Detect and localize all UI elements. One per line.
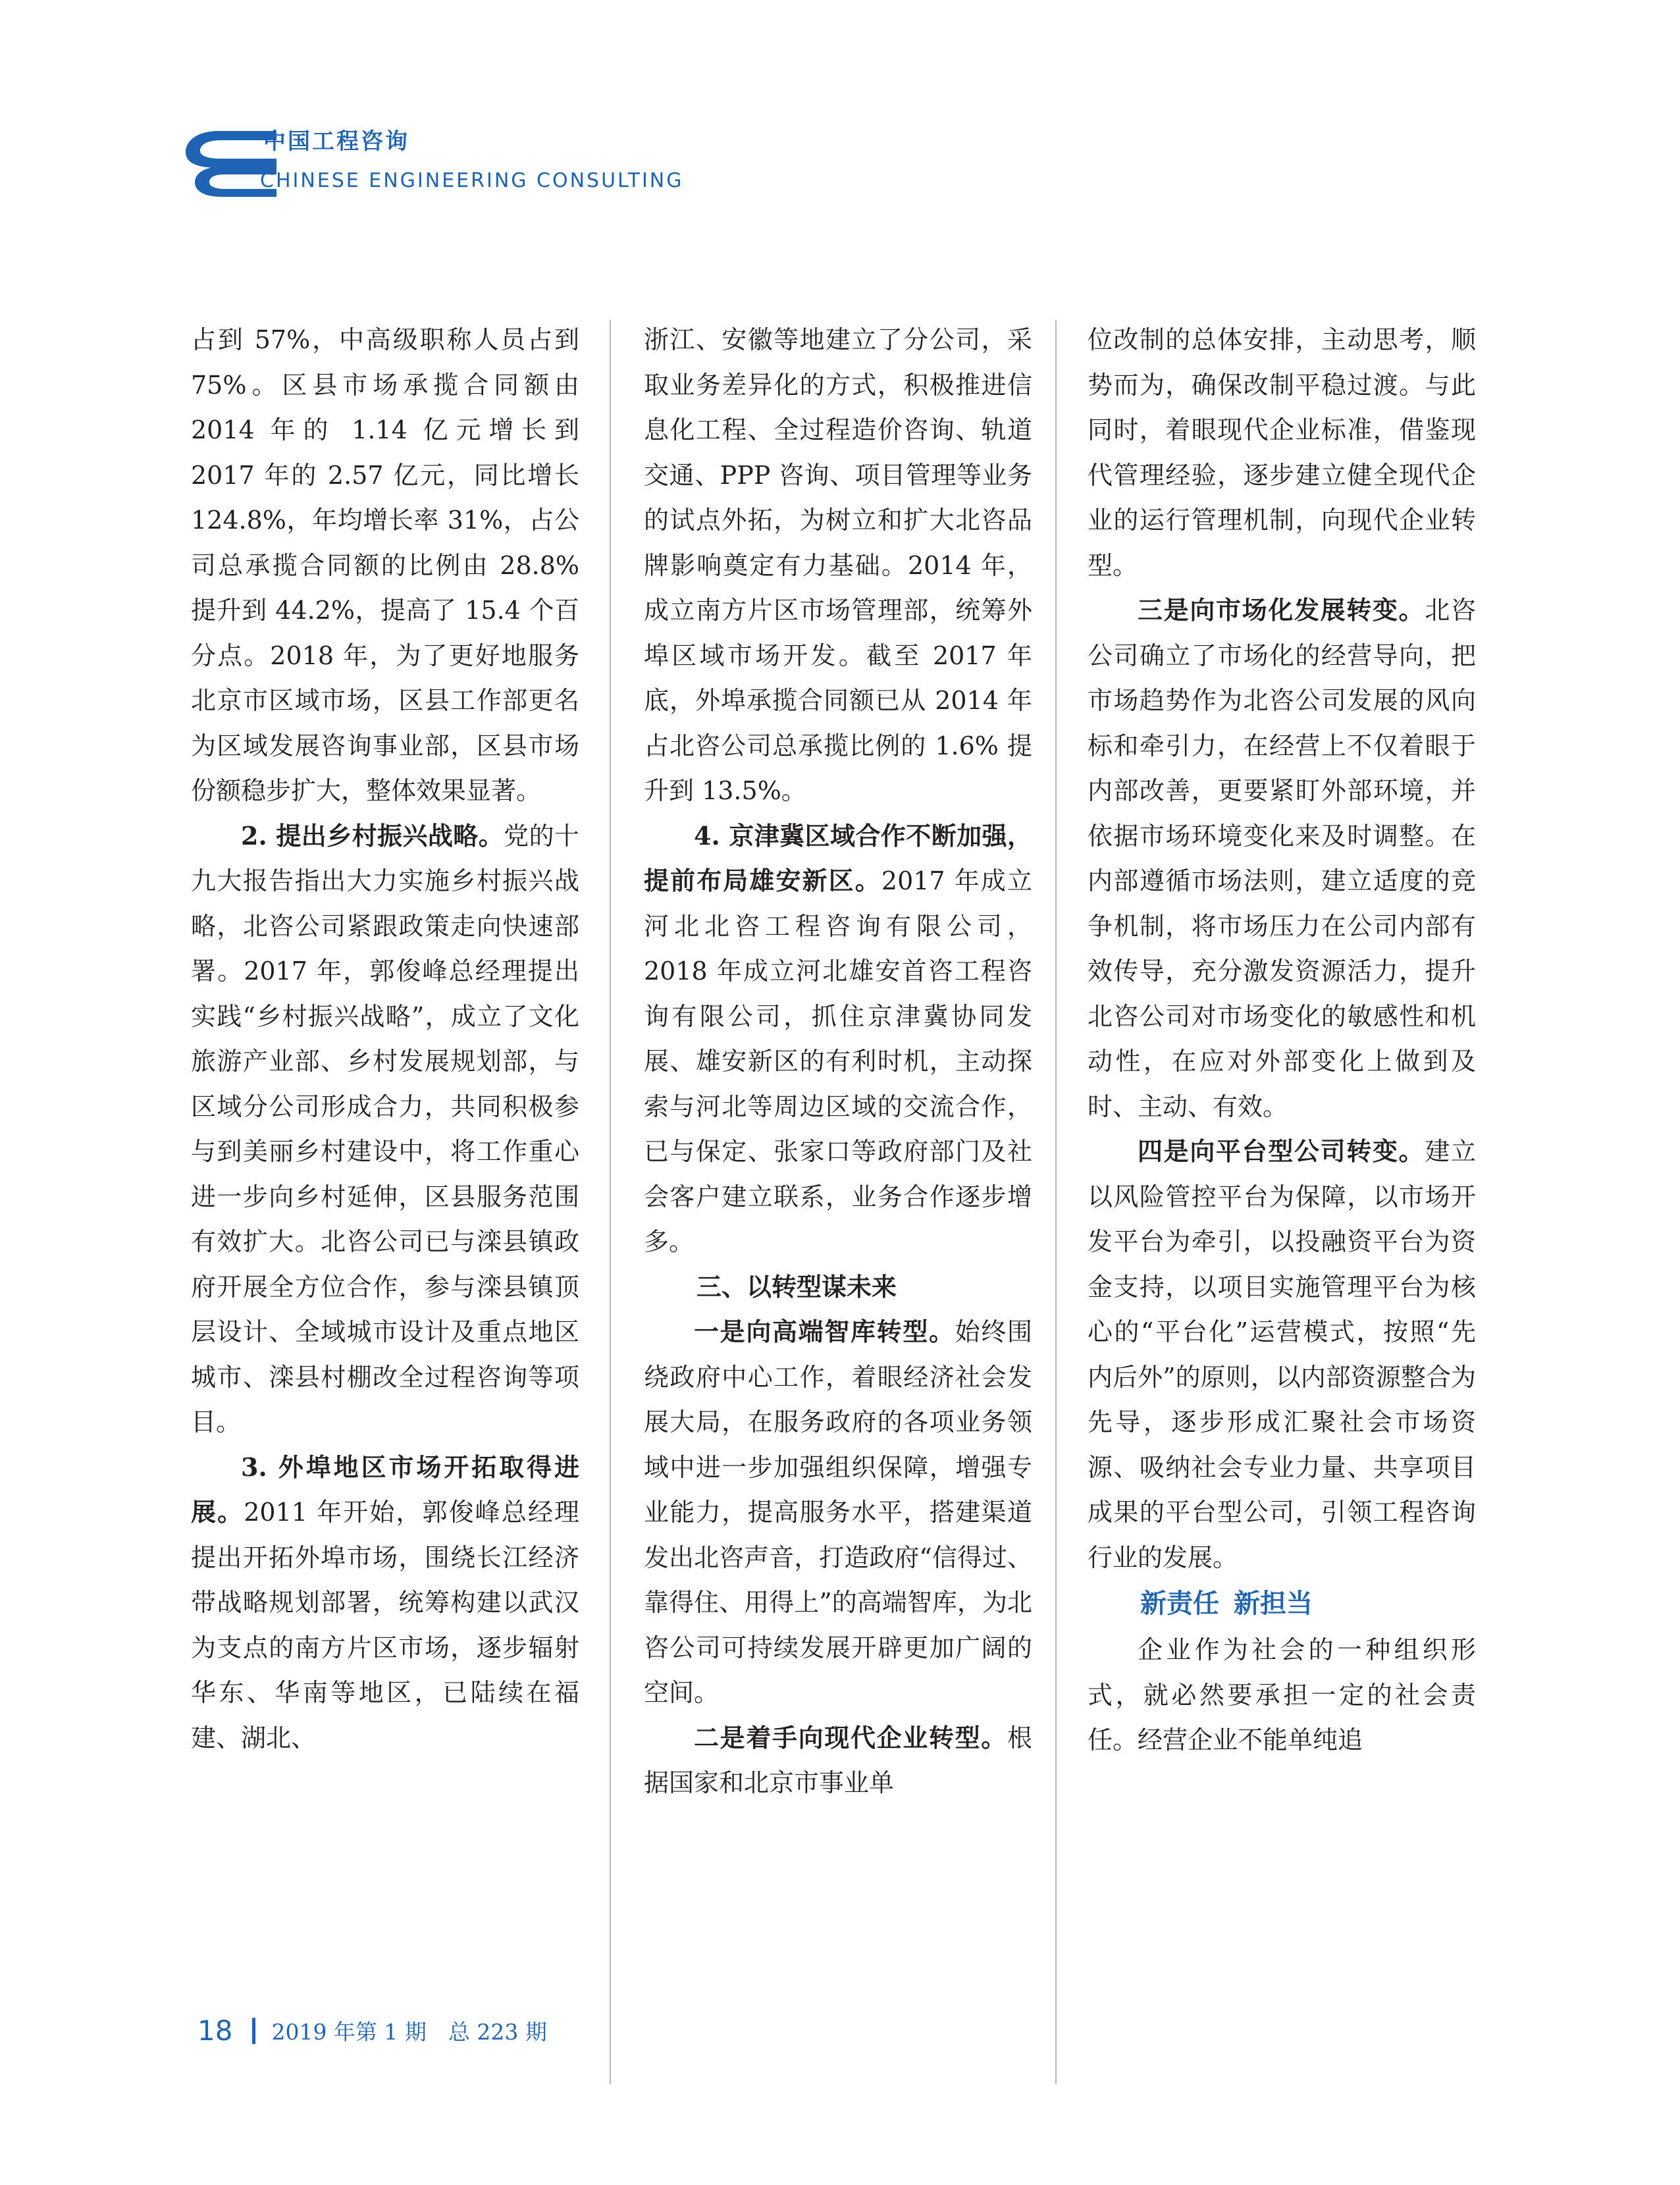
paragraph <box>644 1309 1032 1716</box>
article-column-2 <box>644 317 1032 1806</box>
paragraph-lead: 一是向高端智库转型。 <box>694 1317 955 1346</box>
column-divider <box>610 320 611 2084</box>
paragraph <box>191 317 579 814</box>
page-number: 18 <box>197 2014 233 2047</box>
paragraph <box>191 1445 579 1761</box>
footer-separator <box>252 2018 255 2044</box>
paragraph-text: 根据国家和北京市事业单 <box>644 1723 1032 1797</box>
magazine-title-en: CHINESE ENGINEERING CONSULTING <box>260 169 684 192</box>
paragraph <box>191 814 579 1445</box>
paragraph <box>1088 1129 1476 1580</box>
paragraph-text: 北咨公司确立了市场化的经营导向，把市场趋势作为北咨公司发展的风向标和牵引力，在经营上不仅着眼于内部改善，更要紧盯外部环境，并依据市场环境变化来及时调整。在内部遵循市场法则，建立适度的竞争机制，将市场压力在公司内部有效传导，充分激发资源活力，提升北咨公司对市场变化的敏感性和机动性，在应对外部变化上做到及时、主动、有效。 <box>1088 596 1476 1121</box>
paragraph <box>1088 1627 1476 1763</box>
paragraph <box>644 1716 1032 1806</box>
paragraph-lead: 二是着手向现代企业转型。 <box>694 1722 1007 1752</box>
magazine-header <box>184 115 777 207</box>
paragraph-text: 占到 57%，中高级职称人员占到 75%。区县市场承揽合同额由 2014 年的 1.14 亿元增长到 2017 年的 2.57 亿元，同比增长 124.8%，年均增长率 31%，占公司总承揽合同额的比例由 28.8% 提升到 44.2%，提高了 15.4 个百分点。2018 年，为了更好地服务北京市区域市场，区县工作部更名为区域发展咨询事业部，区县市场份额稳步扩大，整体效果显著。 <box>191 325 579 805</box>
paragraph <box>644 814 1032 1265</box>
paragraph-text: 党的十九大报告指出大力实施乡村振兴战略，北咨公司紧跟政策走向快速部署。2017 年，郭俊峰总经理提出实践“乡村振兴战略”，成立了文化旅游产业部、乡村发展规划部，与区域分公司形成合力，共同积极参与到美丽乡村建设中，将工作重心进一步向乡村延伸，区县服务范围有效扩大。北咨公司已与滦县镇政府开展全方位合作，参与滦县镇顶层设计、全域城市设计及重点地区城市、滦县村棚改全过程咨询等项目。 <box>191 821 579 1436</box>
paragraph-text: 企业作为社会的一种组织形式，就必然要承担一定的社会责任。经营企业不能单纯追 <box>1088 1635 1476 1754</box>
section-heading-part: 新责任 <box>1140 1589 1219 1619</box>
section-heading-part: 新担当 <box>1234 1589 1313 1619</box>
paragraph <box>1088 588 1476 1129</box>
paragraph <box>644 317 1032 814</box>
article-column-1 <box>191 317 579 1760</box>
paragraph-text: 位改制的总体安排，主动思考，顺势而为，确保改制平稳过渡。与此同时，着眼现代企业标准，借鉴现代管理经验，逐步建立健全现代企业的运行管理机制，向现代企业转型。 <box>1088 325 1476 580</box>
magazine-title-cn: 中国工程咨询 <box>263 128 409 155</box>
paragraph-lead: 4. 京津冀区域合作不断加强，提前布局雄安新区。 <box>644 820 1032 895</box>
paragraph-text: 2011 年开始，郭俊峰总经理提出开拓外埠市场，围绕长江经济带战略规划部署，统筹构建以武汉为支点的南方片区市场，逐步辐射华东、华南等地区，已陆续在福建、湖北、 <box>191 1498 579 1752</box>
paragraph-lead: 2. 提出乡村振兴战略。 <box>241 820 504 851</box>
section-heading <box>1088 1580 1476 1627</box>
subsection-heading: 三、以转型谋未来 <box>696 1272 897 1302</box>
issue-info: 2019 年第 1 期 总 223 期 <box>271 2019 547 2045</box>
paragraph-lead: 3. 外埠地区市场开拓取得进展。 <box>191 1452 579 1527</box>
article-column-3 <box>1088 317 1476 1763</box>
column-divider <box>1055 320 1057 2084</box>
paragraph-lead: 三是向市场化发展转变。 <box>1138 595 1425 625</box>
paragraph-text: 2017 年成立河北北咨工程咨询有限公司，2018 年成立河北雄安首咨工程咨询有限公司，抓住京津冀协同发展、雄安新区的有利时机，主动探索与河北等周边区域的交流合作，已与保定、张家口等政府部门及社会客户建立联系，业务合作逐步增多。 <box>644 866 1032 1256</box>
paragraph-text: 浙江、安徽等地建立了分公司，采取业务差异化的方式，积极推进信息化工程、全过程造价咨询、轨道交通、PPP 咨询、项目管理等业务的试点外拓，为树立和扩大北咨品牌影响奠定有力基础。2014 年，成立南方片区市场管理部，统筹外埠区域市场开发。截至 2017 年底，外埠承揽合同额已从 2014 年占北咨公司总承揽比例的 1.6% 提升到 13.5%。 <box>644 325 1032 805</box>
paragraph <box>1088 317 1476 588</box>
paragraph-text: 始终围绕政府中心工作，着眼经济社会发展大局，在服务政府的各项业务领域中进一步加强组织保障，增强专业能力，提高服务水平，搭建渠道发出北咨声音，打造政府“信得过、靠得住、用得上”的高端智库，为北咨公司可持续发展开辟更加广阔的空间。 <box>644 1317 1032 1707</box>
paragraph-text: 建立以风险管控平台为保障，以市场开发平台为牵引，以投融资平台为资金支持，以项目实施管理平台为核心的“平台化”运营模式，按照“先内后外”的原则，以内部资源整合为先导，逐步形成汇聚社会市场资源、吸纳社会专业力量、共享项目成果的平台型公司，引领工程咨询行业的发展。 <box>1088 1137 1476 1572</box>
paragraph-lead: 四是向平台型公司转变。 <box>1138 1136 1425 1166</box>
page-footer <box>197 2014 547 2054</box>
